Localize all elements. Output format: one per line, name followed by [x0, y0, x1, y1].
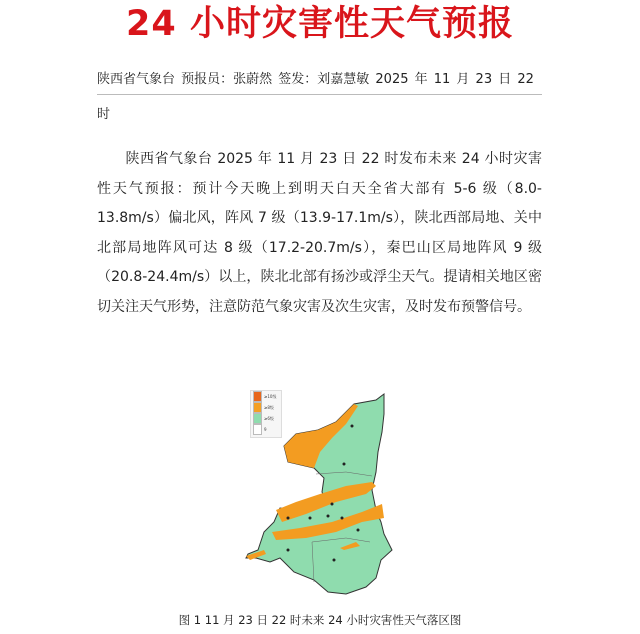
forecast-body [97, 145, 542, 322]
legend-item: ≥8级 [251, 402, 281, 413]
legend-item: ≥6级 [251, 413, 281, 424]
page-title: 24 小时灾害性天气预报 [126, 4, 514, 44]
legend-swatch [253, 424, 262, 435]
legend-item: 9 [251, 424, 281, 435]
legend-swatch [253, 413, 262, 424]
map-legend [250, 390, 282, 438]
forecast-body-text: 陕西省气象台 2025 年 11 月 23 日 22 时发布未来 24 小时灾害性天气预报：预计今天晚上到明天白天全省大部有 5-6 级（8.0-13.8m/s）偏北风，阵风 7 级（13.9-17.1m/s），陕北西部局地、关中北部局地阵风可达 8 级（17.2-20.7m/s），秦巴山区局地阵风 9 级（20.8-24.4m/s）以上，陕北北部有扬沙或浮尘天气。提请相关地区密切关注天气形势，注意防范气象灾害及次生灾害，及时发布预警信号。 [97, 151, 542, 315]
legend-item: ≥10级 [251, 391, 281, 402]
meta-line: 陕西省气象台 预报员：张蔚然 签发：刘嘉慧敏 2025 年 11 月 23 日 22 [97, 70, 542, 95]
legend-swatch [253, 402, 262, 413]
legend-swatch [253, 391, 262, 402]
forecast-meta [97, 70, 542, 125]
figure-caption: 图 1 11 月 23 日 22 时未来 24 小时灾害性天气落区图 [178, 613, 462, 627]
meta-tail: 时 [97, 107, 111, 122]
